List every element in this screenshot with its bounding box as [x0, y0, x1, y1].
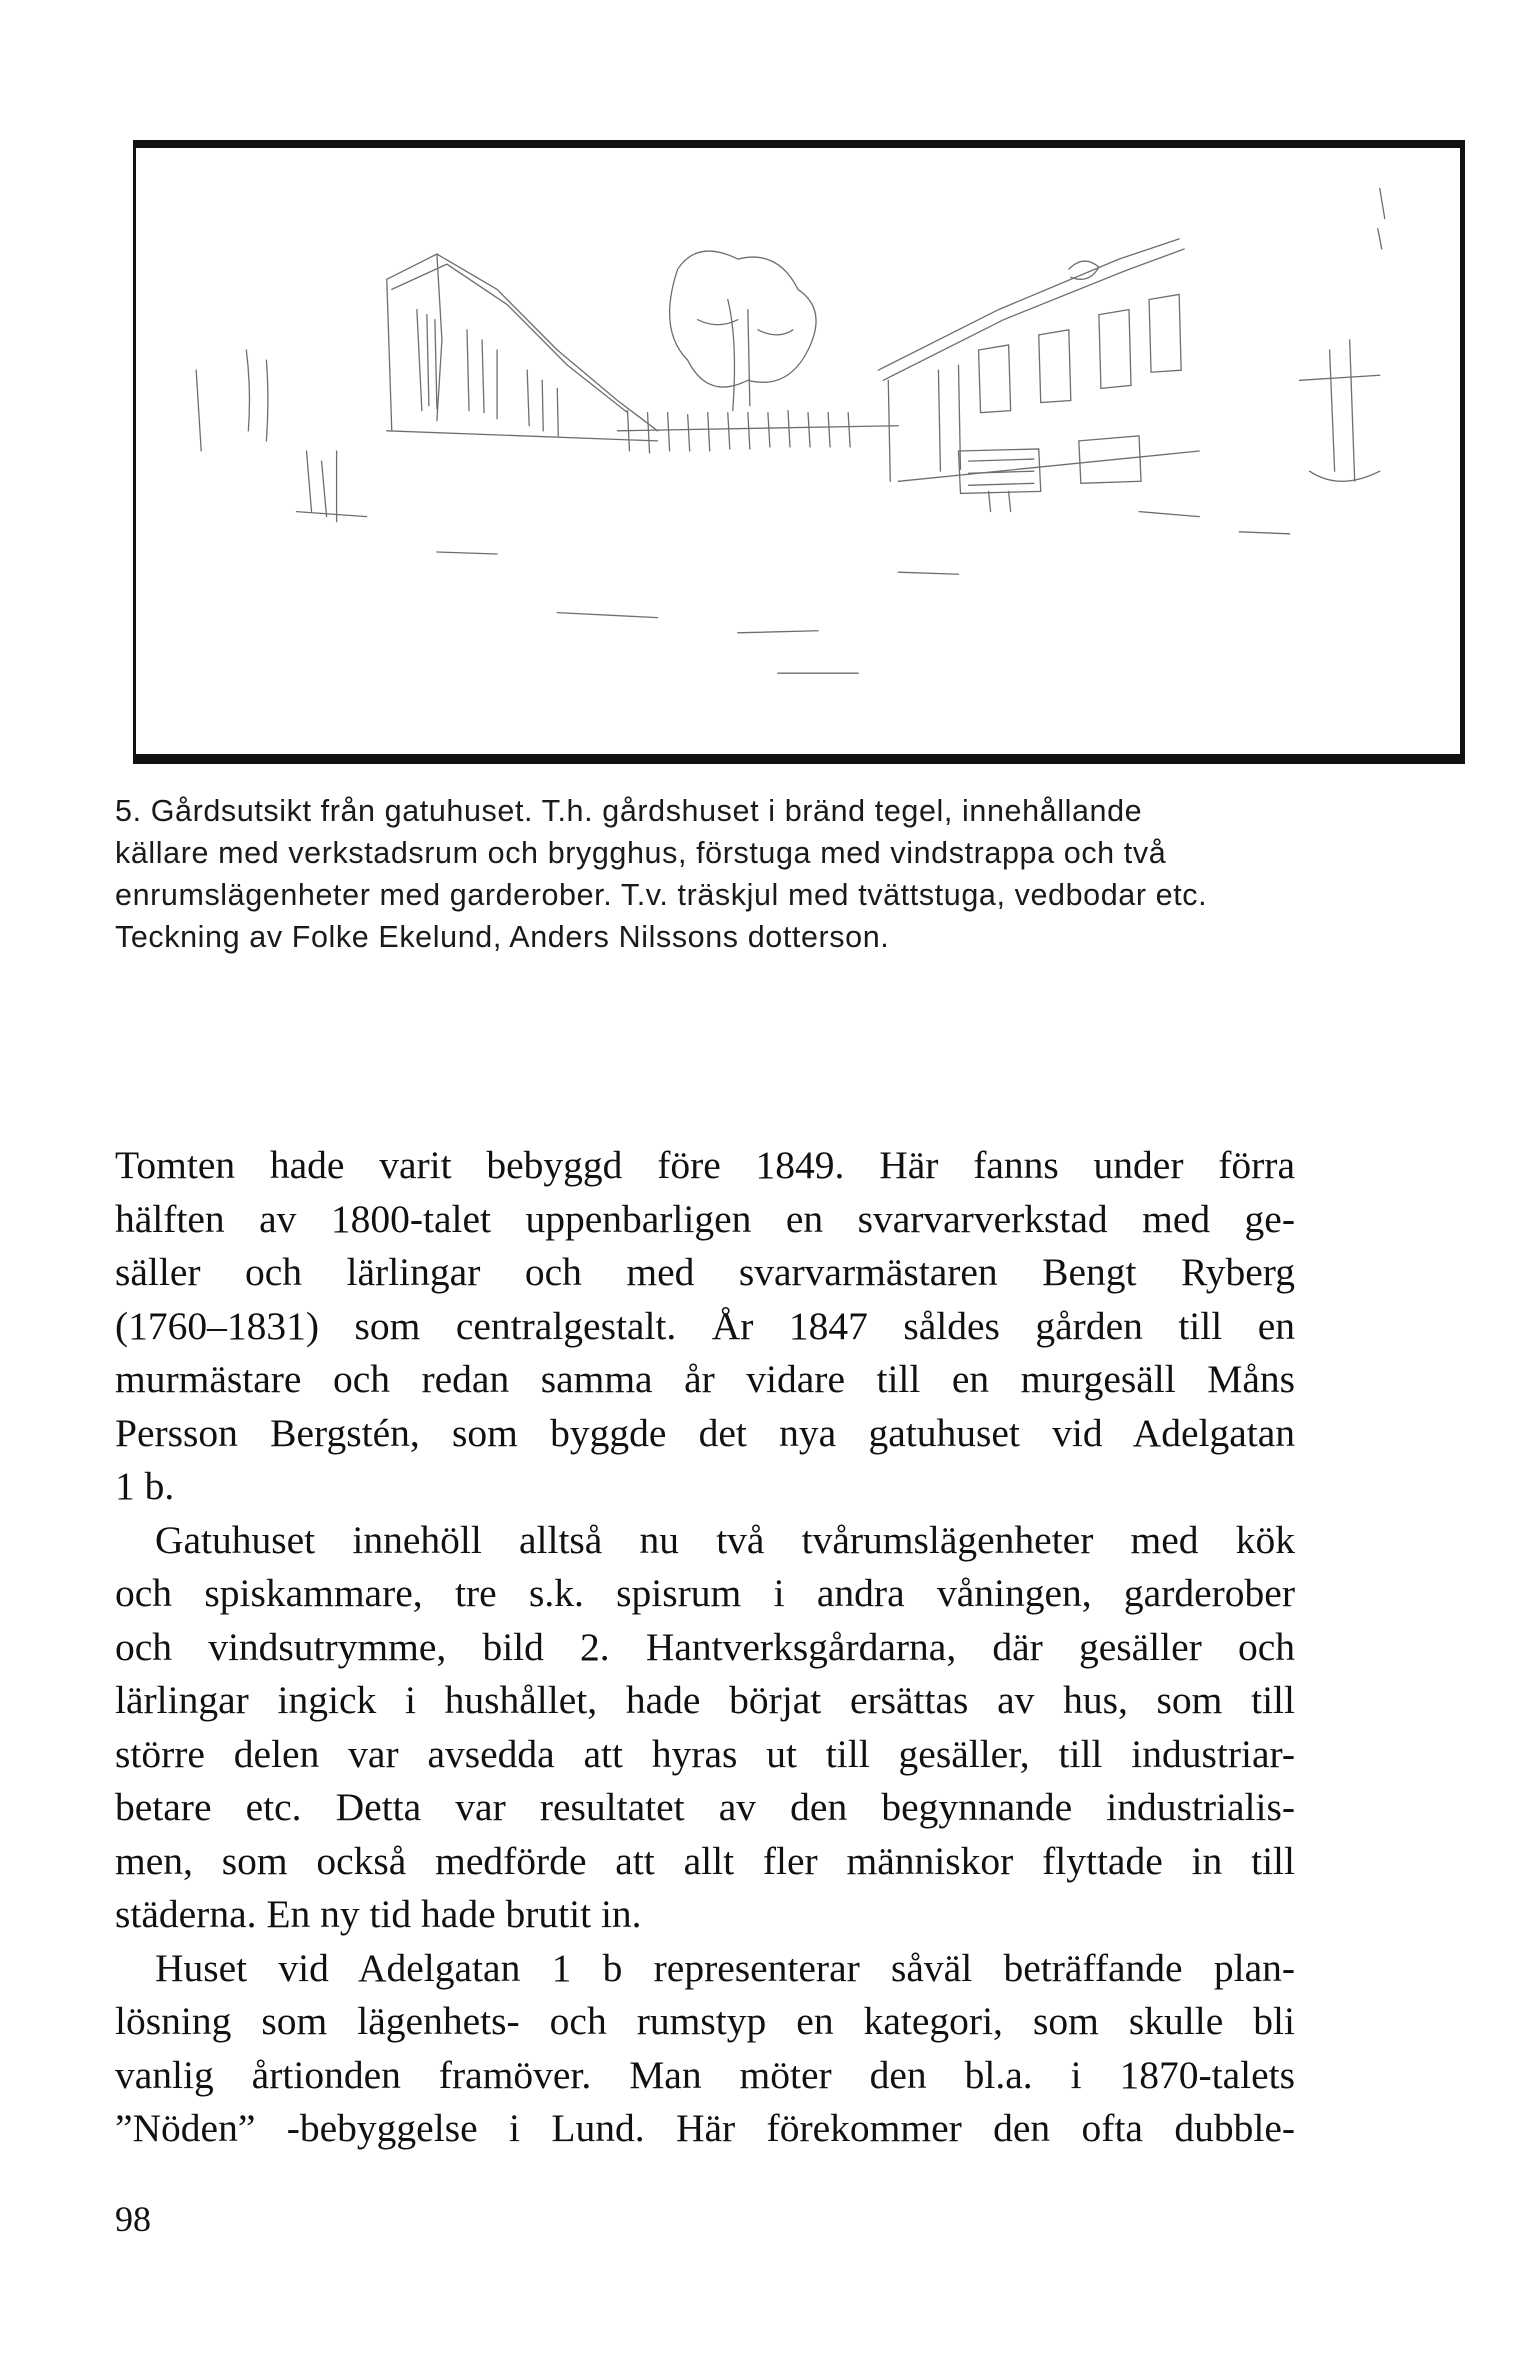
courtyard-sketch-drawing	[136, 148, 1460, 754]
text-line: (1760–1831) som centralgestalt. År 1847 såldes gården till en	[115, 1303, 1295, 1348]
text-line: säller och lärlingar och med svarvarmästaren Bengt Ryberg	[115, 1250, 1295, 1294]
caption-line: enrumslägenheter med garderober. T.v. träskjul med tvättstuga, vedbodar etc.	[115, 878, 1208, 912]
text-line: betare etc. Detta var resultatet av den begynnande industrialis-	[115, 1785, 1295, 1829]
text-line: men, som också medförde att allt fler människor flyttade in till	[115, 1838, 1295, 1883]
caption-line: källare med verkstadsrum och brygghus, förstuga med vindstrappa och två	[115, 836, 1167, 870]
figure-sketch	[133, 140, 1465, 764]
figure-caption	[115, 790, 1315, 958]
text-line: större delen var avsedda att hyras ut till gesäller, till industriar-	[115, 1731, 1295, 1776]
text-line: Tomten hade varit bebyggd före 1849. Här fanns under förra	[115, 1143, 1295, 1187]
paragraph	[115, 1514, 1295, 1942]
text-line: lärlingar ingick i hushållet, hade börjat ersättas av hus, som till	[115, 1678, 1295, 1722]
text-line: Persson Bergstén, som byggde det nya gatuhuset vid Adelgatan	[115, 1410, 1295, 1455]
text-line: ”Nöden” -bebyggelse i Lund. Här förekommer den ofta dubble-	[115, 2106, 1295, 2150]
text-line: Gatuhuset innehöll alltså nu två tvårumslägenheter med kök	[155, 1517, 1295, 1562]
text-line: och spiskammare, tre s.k. spisrum i andra våningen, garderober	[115, 1571, 1295, 1615]
text-line: städerna. En ny tid hade brutit in.	[115, 1892, 642, 1936]
text-line: hälften av 1800-talet uppenbarligen en svarvarverkstad med ge-	[115, 1196, 1295, 1241]
text-line: Huset vid Adelgatan 1 b representerar såväl beträffande plan-	[155, 1945, 1295, 1990]
text-line: lösning som lägenhets- och rumstyp en kategori, som skulle bli	[115, 1999, 1295, 2043]
paragraph	[115, 1942, 1295, 2156]
caption-line: 5. Gårdsutsikt från gatuhuset. T.h. gårdshuset i bränd tegel, innehållande	[115, 794, 1143, 828]
page-number: 98	[115, 2199, 151, 2239]
text-line: murmästare och redan samma år vidare till en murgesäll Måns	[115, 1357, 1295, 1401]
paragraph	[115, 1139, 1295, 1514]
text-line: vanlig årtionden framöver. Man möter den bl.a. i 1870-talets	[115, 2052, 1295, 2097]
body-text	[115, 1139, 1295, 2156]
caption-line: Teckning av Folke Ekelund, Anders Nilssons dotterson.	[115, 920, 890, 954]
text-line: 1 b.	[115, 1464, 175, 1508]
text-line: och vindsutrymme, bild 2. Hantverksgårdarna, där gesäller och	[115, 1624, 1295, 1669]
